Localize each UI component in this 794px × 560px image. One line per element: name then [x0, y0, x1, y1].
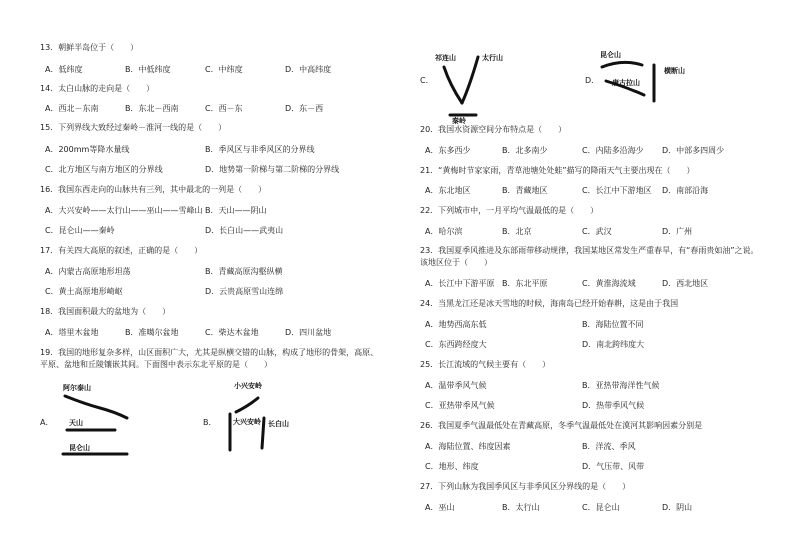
q16-option-c: C．昆仑山——秦岭: [45, 226, 115, 235]
q17-option-b: B．青藏高原沟壑纵横: [205, 267, 283, 276]
q19-option-b: B．: [203, 418, 217, 427]
q13-option-c: C．中纬度: [205, 65, 243, 74]
changbai-line: [262, 418, 264, 448]
q27-option-d: D．阴山: [662, 503, 693, 512]
kunlun-d-label: 昆仑山: [600, 51, 621, 59]
q23-option-b: B．东北平原: [502, 279, 548, 288]
question-19-stem-line2: 平原、盆地和丘陵镶嵌其间。下面图中表示东北平原的是（ ）: [40, 360, 272, 369]
tianshan-label: 天山: [69, 419, 83, 427]
question-22-stem: 22．下列城市中，一月平均气温最低的是（ ）: [420, 206, 599, 215]
q26-option-b: B．洋流、季风: [582, 442, 636, 451]
q20-option-d: D．中部多四周少: [662, 146, 725, 155]
q22-option-b: B．北京: [502, 227, 532, 236]
q26-option-d: D．气压带、风带: [582, 462, 645, 471]
q13-option-b: B．中低纬度: [125, 65, 171, 74]
q21-option-d: D．南部沿海: [662, 186, 709, 195]
q21-option-c: C．长江中下游地区: [582, 186, 652, 195]
q22-option-c: C．武汉: [582, 227, 612, 236]
q15-option-a: A．200mm等降水量线: [45, 145, 130, 154]
q16-option-b: B．天山——阴山: [205, 206, 267, 215]
q18-option-b: B．准噶尔盆地: [125, 328, 179, 337]
q26-option-a: A．海陆位置、纬度因素: [425, 442, 511, 451]
question-21-stem: 21．“黄梅时节家家雨，青草池塘处处蛙”描写的降雨天气主要出现在（ ）: [420, 166, 695, 175]
question-23-stem-line1: 23．我国夏季风推进及东部雨带移动规律，我国某地区常发生严重春旱，有“春雨贵如油”之说。: [420, 246, 759, 255]
xiaoxinganling-line: [236, 398, 258, 412]
q25-option-c: C．亚热带季风气候: [425, 401, 495, 410]
q16-option-d: D．长白山——武夷山: [205, 226, 284, 235]
question-24-stem: 24．当黑龙江还是冰天雪地的时候，海南岛已经开始春耕，这是由于我国: [420, 299, 679, 308]
q23-option-a: A．长江中下游平原: [425, 279, 495, 288]
question-20-stem: 20．我国水资源空间分布特点是（ ）: [420, 125, 567, 134]
q16-option-a: A．大兴安岭——太行山——巫山——雪峰山: [45, 206, 203, 215]
q19-option-c: C．: [420, 76, 434, 85]
q18-option-c: C．柴达木盆地: [205, 328, 259, 337]
q15-option-b: B．季风区与非季风区的分界线: [205, 145, 315, 154]
tanggula-label: 唐古拉山: [612, 79, 640, 87]
q17-option-d: D．云贵高原雪山连绵: [205, 287, 284, 296]
q27-option-a: A．巫山: [425, 503, 455, 512]
q24-option-a: A．地势西高东低: [425, 320, 487, 329]
q19-option-a: A．: [40, 418, 54, 427]
q26-option-c: C．地形、纬度: [425, 462, 479, 471]
q21-option-b: B．青藏地区: [502, 186, 548, 195]
daxinganling-label: 大兴安岭: [233, 418, 261, 426]
q14-option-d: D．东－西: [285, 104, 324, 113]
q13-option-d: D．中高纬度: [285, 65, 332, 74]
q27-option-c: C．昆仑山: [582, 503, 620, 512]
q23-option-c: C．黄淮海流域: [582, 279, 636, 288]
hengduan-label: 横断山: [664, 67, 685, 75]
q25-option-b: B．亚热带海洋性气候: [582, 381, 660, 390]
question-16-stem: 16．我国东西走向的山脉共有三列，其中最北的一列是（ ）: [40, 185, 267, 194]
q17-option-c: C．黄土高原地形崎岖: [45, 287, 123, 296]
question-23-stem-line2: 该地区位于（ ）: [420, 258, 492, 267]
q18-option-d: D．四川盆地: [285, 328, 332, 337]
kunlun-d-line: [602, 62, 642, 67]
q20-option-c: C．内陆多沿海少: [582, 146, 644, 155]
q13-option-a: A．低纬度: [45, 65, 83, 74]
altai-mountains-line: [65, 396, 127, 418]
q17-option-a: A．内蒙古高原地形坦荡: [45, 267, 131, 276]
map-option-b: [218, 378, 298, 458]
question-15-stem: 15．下列界线大致经过秦岭－淮河一线的是（ ）: [40, 123, 227, 132]
q23-option-d: D．西北地区: [662, 279, 709, 288]
q19-option-d: D．: [585, 76, 600, 85]
question-13-stem: 13．朝鲜半岛位于（ ）: [40, 43, 139, 52]
q24-option-b: B．海陆位置不同: [582, 320, 644, 329]
q20-option-a: A．东多西少: [425, 146, 471, 155]
qinling-label: 秦岭: [452, 117, 466, 125]
map-option-c: [432, 45, 512, 125]
q25-option-d: D．热带季风气候: [582, 401, 645, 410]
taihang-label: 太行山: [482, 54, 503, 62]
taihang-line: [462, 57, 478, 103]
q14-option-c: C．西－东: [205, 104, 243, 113]
map-option-d: [598, 45, 688, 105]
q22-option-a: A．哈尔滨: [425, 227, 463, 236]
question-26-stem: 26．我国夏季气温最低处在青藏高原，冬季气温最低处在漠河其影响因素分别是: [420, 421, 703, 430]
question-25-stem: 25．长江流域的气候主要有（ ）: [420, 360, 551, 369]
question-14-stem: 14．太白山脉的走向是（ ）: [40, 84, 155, 93]
q15-option-d: D．地势第一阶梯与第二阶梯的分界线: [205, 165, 340, 174]
kunlun-label: 昆仑山: [69, 444, 90, 452]
q22-option-d: D．广州: [662, 227, 693, 236]
q14-option-a: A．西北－东南: [45, 104, 99, 113]
qilian-label: 祁连山: [435, 54, 456, 62]
q20-option-b: B．北多南少: [502, 146, 548, 155]
question-27-stem: 27．下列山脉为我国季风区与非季风区分界线的是（ ）: [420, 482, 631, 491]
q27-option-b: B．太行山: [502, 503, 540, 512]
qilian-line: [444, 67, 462, 103]
question-19-stem-line1: 19．我国的地形复杂多样，山区面积广大，尤其是纵横交错的山脉，构成了地形的骨架，高原、: [40, 348, 379, 357]
xiaoxinganling-label: 小兴安岭: [234, 382, 262, 390]
question-17-stem: 17．有关四大高原的叙述，正确的是（ ）: [40, 246, 203, 255]
question-18-stem: 18．我国面积最大的盆地为（ ）: [40, 307, 171, 316]
q15-option-c: C．北方地区与南方地区的分界线: [45, 165, 163, 174]
q24-option-d: D．南北跨纬度大: [582, 340, 645, 349]
changbai-label: 长白山: [268, 420, 289, 428]
altai-label: 阿尔泰山: [63, 384, 91, 392]
q24-option-c: C．东西跨经度大: [425, 340, 487, 349]
q25-option-a: A．温带季风气候: [425, 381, 487, 390]
q21-option-a: A．东北地区: [425, 186, 471, 195]
q18-option-a: A．塔里木盆地: [45, 328, 99, 337]
map-option-a: [55, 378, 155, 458]
q14-option-b: B．东北－西南: [125, 104, 179, 113]
